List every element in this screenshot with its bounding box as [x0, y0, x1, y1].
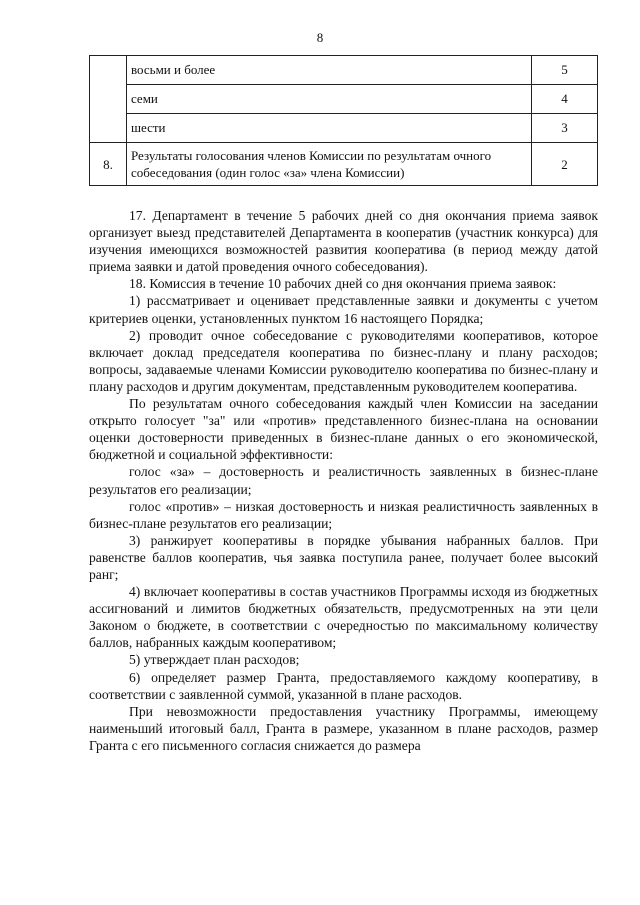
score-cell: 5 — [532, 56, 598, 85]
paragraph: 3) ранжирует кооперативы в порядке убывания набранных баллов. При равенстве баллов кооператив, чья заявка поступила ранее, получает более высокий ранг; — [89, 532, 598, 582]
criterion-cell: Результаты голосования членов Комиссии по результатам очного собеседования (один голос «за» члена Комиссии) — [127, 143, 532, 186]
criteria-table — [89, 55, 598, 186]
criterion-cell: восьми и более — [127, 56, 532, 85]
paragraph: голос «против» – низкая достоверность и низкая реалистичность заявленных в бизнес-плане результатов его реализации; — [89, 498, 598, 531]
document-body — [89, 207, 598, 754]
paragraph: По результатам очного собеседования каждый член Комиссии на заседании открыто голосует "за" или «против» представленного бизнес-плана на основании оценки достоверности приведенных в бизнес-плане данных о его экономической, бюджетной и социальной эффективности: — [89, 396, 598, 463]
score-cell: 4 — [532, 85, 598, 114]
paragraph: 6) определяет размер Гранта, предоставляемого каждому кооперативу, в соответствии с заявленной суммой, указанной в плане расходов. — [89, 669, 598, 702]
paragraph: 5) утверждает план расходов; — [129, 652, 300, 668]
paragraph: 2) проводит очное собеседование с руководителями кооперативов, которое включает доклад председателя кооператива по бизнес-плану и плану расходов; вопросы, задаваемые членами Комиссии руководителю кооператива по бизнес-плану и плану расходов и другим документам, представленным руководителем кооператива. — [89, 327, 598, 394]
table-row — [90, 114, 598, 143]
table-row — [90, 85, 598, 114]
row-number-cell — [90, 56, 127, 143]
row-number-cell: 8. — [90, 143, 127, 186]
paragraph: 17. Департамент в течение 5 рабочих дней со дня окончания приема заявок организует выезд представителей Департамента в кооператив (участник конкурса) для изучения имеющихся возможностей развития кооператива (в период между датой приема заявки и датой проведения очного собеседования). — [89, 208, 598, 275]
page-number: 8 — [316, 30, 324, 45]
paragraph: голос «за» – достоверность и реалистичность заявленных в бизнес-плане результатов его реализации; — [89, 464, 598, 497]
table-row — [90, 56, 598, 85]
paragraph: 1) рассматривает и оценивает представленные заявки и документы с учетом критериев оценки, установленных пунктом 16 настоящего Порядка; — [89, 293, 598, 326]
criterion-cell: семи — [127, 85, 532, 114]
score-cell: 3 — [532, 114, 598, 143]
criterion-cell: шести — [127, 114, 532, 143]
paragraph: При невозможности предоставления участнику Программы, имеющему наименьший итоговый балл, Гранта в размере, указанном в плане расходов, размер Гранта с его письменного согласия снижается до размера — [89, 703, 598, 753]
table-row — [90, 143, 598, 186]
score-cell: 2 — [532, 143, 598, 186]
paragraph: 4) включает кооперативы в состав участников Программы исходя из бюджетных ассигнований и лимитов бюджетных обязательств, предусмотренных на эти цели Законом о бюджете, в соответствии с очередностью по максимальному количеству баллов, набранных каждым кооперативом; — [89, 584, 598, 651]
paragraph: 18. Комиссия в течение 10 рабочих дней со дня окончания приема заявок: — [129, 276, 557, 292]
